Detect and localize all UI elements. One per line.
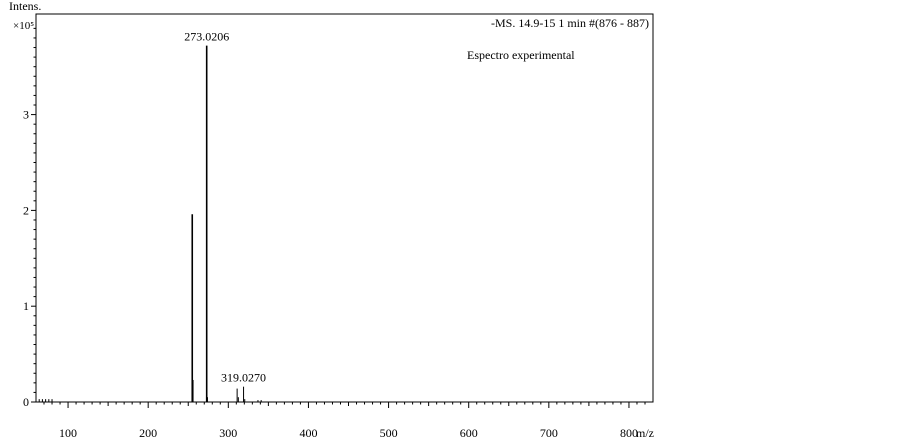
peaks	[39, 46, 261, 402]
x-tick-label: 600	[459, 426, 478, 440]
x-tick-label: 700	[539, 426, 558, 440]
peak-label: 273.0206	[184, 29, 230, 44]
scan-label: -MS. 14.9-15 1 min #(876 - 887)	[491, 16, 649, 30]
x-axis-label: m/z	[636, 426, 654, 440]
plot-frame	[36, 14, 653, 402]
x-tick-label: 500	[379, 426, 398, 440]
peak-labels	[184, 30, 266, 385]
y-tick-label: 1	[23, 299, 29, 314]
y-tick-label: 2	[23, 203, 29, 218]
y-tick-label: 3	[23, 107, 29, 122]
x-axis	[44, 402, 645, 440]
y-scale-label: ×10⁵	[13, 20, 35, 32]
x-tick-label: 300	[219, 426, 238, 440]
y-axis	[23, 28, 36, 409]
y-tick-label: 0	[23, 395, 29, 409]
spectrum-annotation: Espectro experimental	[467, 48, 575, 62]
x-tick-label: 400	[299, 426, 318, 440]
peak-label: 319.0270	[221, 370, 267, 385]
x-tick-label: 100	[59, 426, 78, 440]
y-axis-label: Intens.	[9, 0, 42, 13]
x-tick-label: 200	[139, 426, 158, 440]
x-tick-label: 800	[619, 426, 638, 440]
